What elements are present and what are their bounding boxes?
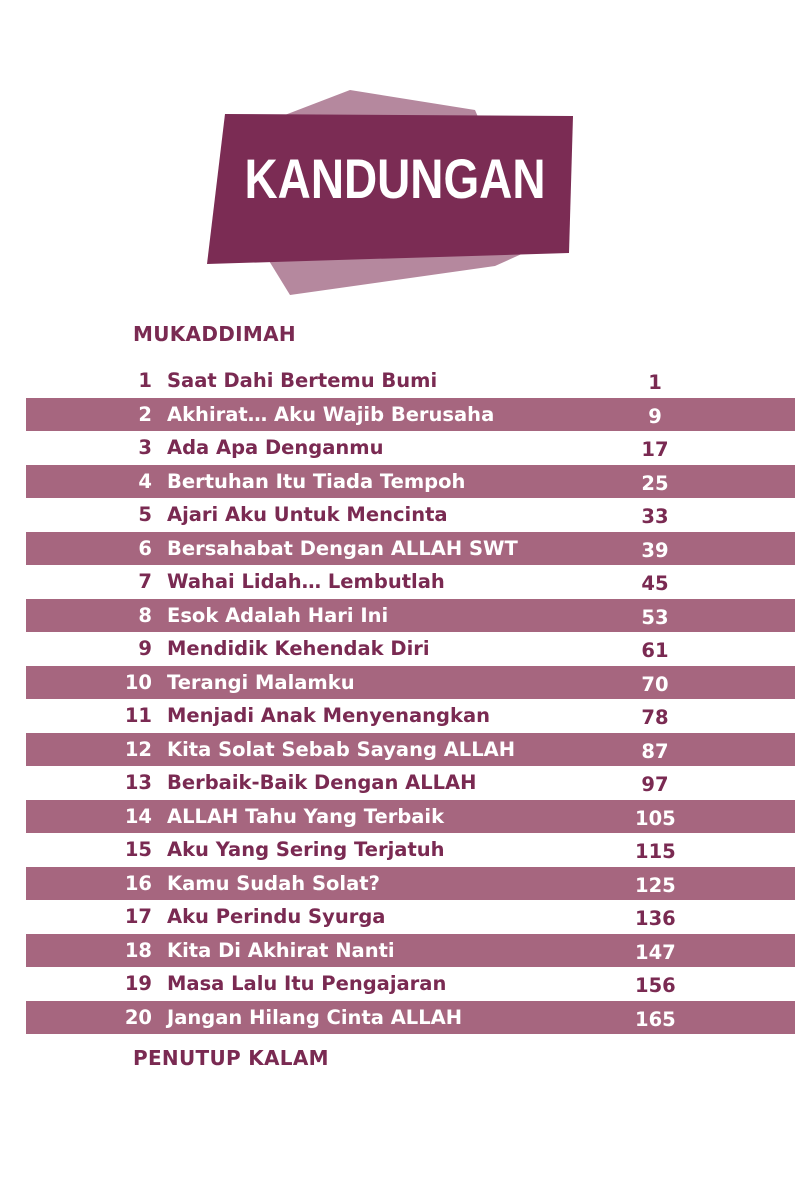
toc-chapter-title: Aku Yang Sering Terjatuh [167, 838, 445, 861]
toc-chapter-number: 19 [124, 972, 152, 995]
toc-chapter-number: 5 [138, 503, 152, 526]
toc-chapter-title: ALLAH Tahu Yang Terbaik [167, 804, 445, 828]
toc-chapter-number: 14 [124, 804, 152, 828]
section-heading-penutup: PENUTUP KALAM [133, 1046, 329, 1070]
toc-chapter-number: 9 [138, 637, 152, 660]
toc-row [26, 599, 795, 633]
toc-chapter-number: 20 [124, 1005, 152, 1029]
toc-chapter-title: Kita Di Akhirat Nanti [167, 938, 395, 962]
toc-chapter-title: Bersahabat Dengan ALLAH SWT [167, 536, 518, 560]
toc-chapter-number: 15 [124, 838, 152, 861]
section-heading-mukaddimah: MUKADDIMAH [133, 322, 296, 346]
toc-page-number: 45 [641, 572, 669, 595]
toc-chapter-number: 8 [138, 603, 152, 627]
toc-row [0, 766, 795, 800]
toc-row [26, 398, 795, 432]
toc-row [0, 364, 795, 398]
toc-page-number: 1 [648, 371, 662, 394]
toc-chapter-title: Ada Apa Denganmu [167, 436, 384, 459]
toc-page-number: 97 [641, 773, 669, 796]
toc-chapter-number: 3 [138, 436, 152, 459]
toc-page-number: 61 [641, 639, 669, 662]
table-of-contents [0, 364, 795, 1034]
toc-chapter-title: Mendidik Kehendak Diri [167, 637, 430, 660]
title-banner [195, 88, 585, 303]
toc-row [0, 565, 795, 599]
toc-chapter-number: 6 [138, 536, 152, 560]
toc-chapter-number: 2 [138, 402, 152, 426]
toc-row [0, 699, 795, 733]
toc-row [26, 934, 795, 968]
toc-page-number: 17 [641, 438, 669, 461]
toc-chapter-number: 13 [124, 771, 152, 794]
toc-page-number: 115 [635, 840, 676, 863]
toc-chapter-title: Jangan Hilang Cinta ALLAH [167, 1005, 463, 1029]
toc-page-number: 136 [635, 907, 676, 930]
toc-chapter-title: Esok Adalah Hari Ini [167, 603, 389, 627]
toc-row [26, 1001, 795, 1035]
toc-chapter-title: Kamu Sudah Solat? [167, 871, 380, 895]
toc-chapter-number: 7 [138, 570, 152, 593]
toc-row [26, 465, 795, 499]
page-title: KANDUNGAN [244, 147, 546, 210]
toc-chapter-title: Terangi Malamku [167, 670, 355, 694]
toc-page-number: 125 [635, 873, 676, 897]
toc-row [0, 967, 795, 1001]
toc-chapter-number: 1 [138, 369, 152, 392]
toc-row [26, 532, 795, 566]
toc-page-number: 33 [641, 505, 669, 528]
toc-chapter-title: Saat Dahi Bertemu Bumi [167, 369, 438, 392]
toc-page-number: 156 [635, 974, 676, 997]
toc-chapter-title: Aku Perindu Syurga [167, 905, 386, 928]
toc-page-number: 70 [641, 672, 669, 696]
toc-row [26, 867, 795, 901]
toc-row [0, 498, 795, 532]
toc-page-number: 78 [641, 706, 669, 729]
toc-chapter-title: Ajari Aku Untuk Mencinta [167, 503, 448, 526]
toc-chapter-number: 4 [138, 469, 152, 493]
toc-chapter-number: 16 [124, 871, 152, 895]
toc-row [0, 632, 795, 666]
toc-page-number: 165 [635, 1007, 676, 1031]
toc-row [26, 666, 795, 700]
toc-page-number: 25 [641, 471, 669, 495]
toc-page-number: 147 [635, 940, 676, 964]
toc-row [26, 800, 795, 834]
toc-chapter-number: 17 [124, 905, 152, 928]
toc-page-number: 87 [641, 739, 669, 763]
toc-chapter-title: Bertuhan Itu Tiada Tempoh [167, 469, 466, 493]
toc-row [0, 833, 795, 867]
toc-chapter-number: 12 [124, 737, 152, 761]
toc-page-number: 9 [648, 404, 662, 428]
toc-chapter-number: 18 [124, 938, 152, 962]
toc-row [0, 900, 795, 934]
toc-row [26, 733, 795, 767]
toc-chapter-number: 11 [124, 704, 152, 727]
toc-page-number: 105 [635, 806, 676, 830]
toc-chapter-title: Berbaik-Baik Dengan ALLAH [167, 771, 477, 794]
toc-chapter-title: Wahai Lidah… Lembutlah [167, 570, 445, 593]
toc-page-number: 53 [641, 605, 669, 629]
toc-chapter-title: Menjadi Anak Menyenangkan [167, 704, 491, 727]
toc-page-number: 39 [641, 538, 669, 562]
toc-row [0, 431, 795, 465]
toc-chapter-title: Akhirat… Aku Wajib Berusaha [167, 402, 495, 426]
toc-chapter-title: Kita Solat Sebab Sayang ALLAH [167, 737, 516, 761]
toc-chapter-number: 10 [124, 670, 152, 694]
toc-chapter-title: Masa Lalu Itu Pengajaran [167, 972, 447, 995]
